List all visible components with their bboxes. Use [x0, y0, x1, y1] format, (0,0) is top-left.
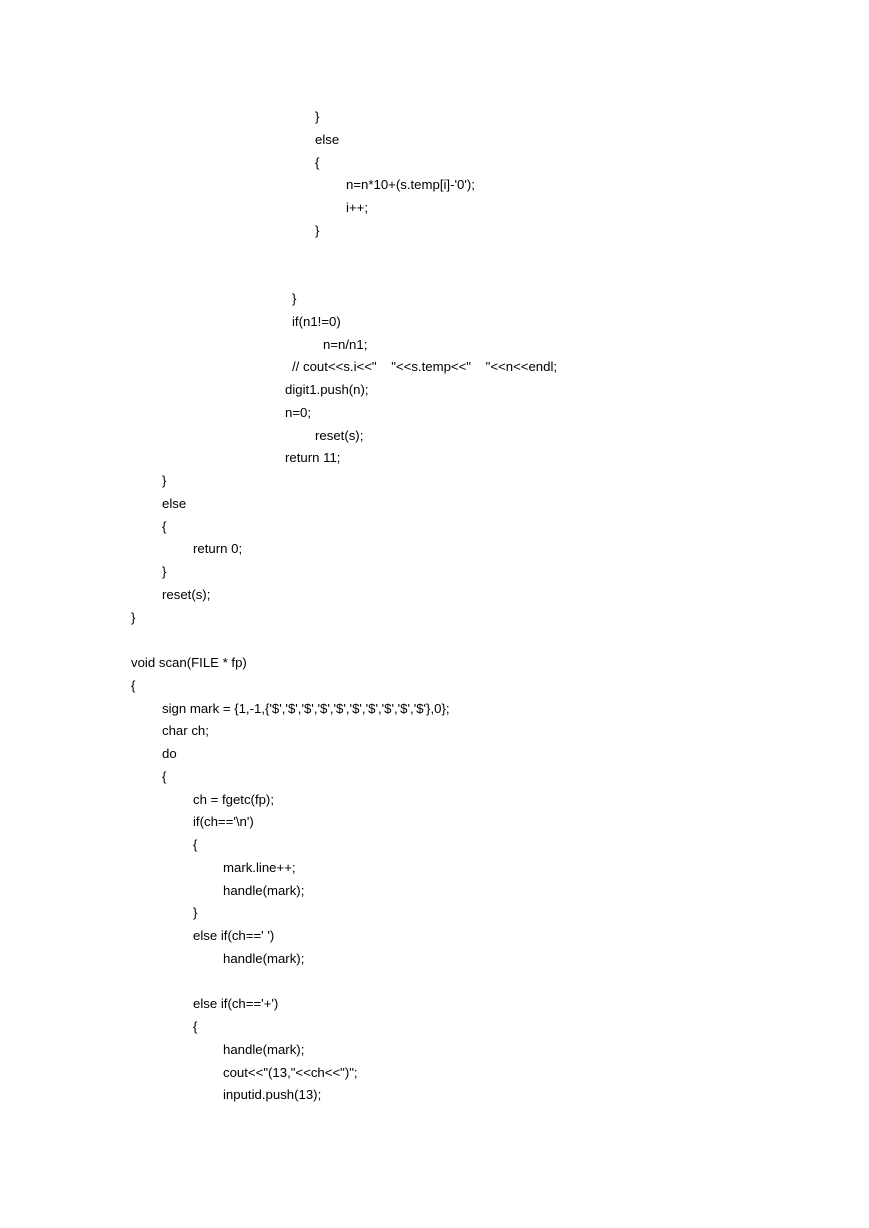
code-line: }: [131, 610, 136, 625]
code-line: {: [162, 519, 167, 534]
code-line: n=n*10+(s.temp[i]-'0');: [346, 177, 475, 192]
code-line: digit1.push(n);: [285, 382, 369, 397]
code-line: inputid.push(13);: [223, 1087, 322, 1102]
code-line: if(n1!=0): [292, 314, 341, 329]
code-line: mark.line++;: [223, 860, 296, 875]
code-line: else if(ch=='+'): [193, 996, 279, 1011]
code-line: }: [162, 564, 167, 579]
code-line: sign mark = {1,-1,{'$','$','$','$','$','$','$','$','$','$'},0};: [162, 701, 450, 716]
code-line: ch = fgetc(fp);: [193, 792, 274, 807]
code-line: return 11;: [285, 450, 341, 465]
code-line: return 0;: [193, 541, 243, 556]
code-line: }: [162, 473, 167, 488]
code-comment-line: // cout<<s.i<<" "<<s.temp<<" "<<n<<endl;: [292, 359, 558, 374]
code-line: n=n/n1;: [323, 337, 368, 352]
code-line: }: [193, 905, 198, 920]
code-line: if(ch=='\n'): [193, 814, 254, 829]
code-line: else if(ch==' '): [193, 928, 275, 943]
code-line: else: [315, 132, 340, 147]
code-line: n=0;: [285, 405, 312, 420]
code-line: handle(mark);: [223, 951, 305, 966]
code-line: i++;: [346, 200, 368, 215]
code-line: handle(mark);: [223, 1042, 305, 1057]
code-line: {: [193, 1019, 198, 1034]
code-line: reset(s);: [162, 587, 211, 602]
code-line: {: [131, 678, 136, 693]
code-line: }: [292, 291, 297, 306]
code-line: void scan(FILE * fp): [131, 655, 247, 670]
code-line: else: [162, 496, 187, 511]
code-line: char ch;: [162, 723, 209, 738]
code-line: {: [193, 837, 198, 852]
code-line: {: [162, 769, 167, 784]
code-line: do: [162, 746, 177, 761]
code-line: reset(s);: [315, 428, 364, 443]
code-line: cout<<"(13,"<<ch<<")";: [223, 1065, 358, 1080]
code-line: }: [315, 223, 320, 238]
code-line: {: [315, 155, 320, 170]
code-line: handle(mark);: [223, 883, 305, 898]
code-line: }: [315, 109, 320, 124]
